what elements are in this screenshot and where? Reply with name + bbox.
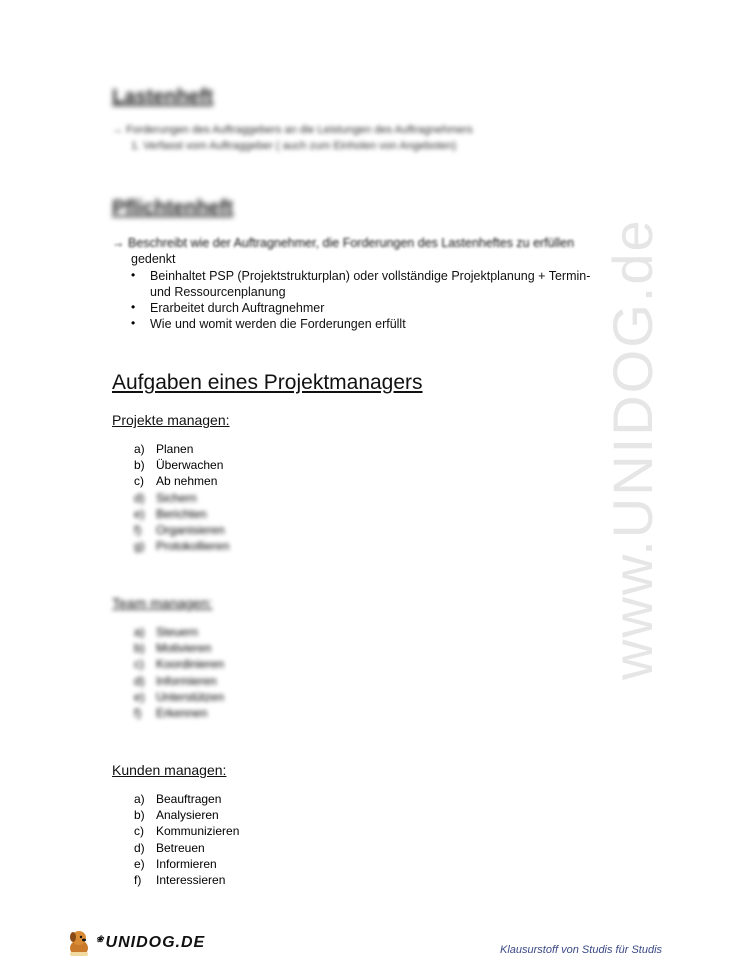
list-item: e) Informieren	[134, 856, 217, 871]
lastenheft-arrow-line	[112, 124, 473, 136]
list-item: e) Unterstützen	[134, 689, 225, 704]
list-item: f) Interessieren	[134, 872, 226, 887]
arrow-icon: →	[112, 236, 128, 250]
lastenheft-arrow-text: Forderungen des Auftraggebers an die Leistungen des Auftragnehmers	[126, 124, 473, 136]
list-item: d) Informieren	[134, 673, 217, 688]
list-item: a) Steuern	[134, 625, 199, 639]
lastenheft-heading: Lastenheft	[112, 86, 214, 108]
team-list	[134, 624, 224, 721]
pflichtenheft-bullet-1-line1: Beinhaltet PSP (Projektstrukturplan) oder vollständige Projektplanung + Termin-	[150, 269, 591, 283]
list-item: c) Ab nehmen	[134, 474, 218, 489]
list-item: b) Motivieren	[134, 641, 212, 656]
kunden-heading: Kunden managen:	[112, 762, 227, 778]
footer-tagline: Klausurstoff von Studis für Studis	[500, 944, 663, 956]
list-item: c) Kommunizieren	[134, 824, 240, 839]
list-item: b) Analysieren	[134, 808, 219, 823]
pflichtenheft-arrow-line2: gedenkt	[131, 252, 176, 266]
list-item: d) Sichern	[134, 490, 197, 505]
list-item: f) Erkennen	[134, 705, 208, 720]
kunden-list	[134, 791, 239, 888]
list-item: f) Organisieren	[134, 522, 225, 537]
dog-mascot-icon	[66, 928, 92, 958]
pflichtenheft-bullet-1-line2: und Ressourcenplanung	[150, 285, 286, 299]
pflichtenheft-heading: Pflichtenheft	[112, 197, 234, 219]
logo-text: ❀UNIDOG.DE	[96, 934, 206, 951]
pflichtenheft-bullet-2: Erarbeitet durch Auftragnehmer	[150, 301, 325, 315]
list-item: a) Beauftragen	[134, 792, 222, 806]
pflichtenheft-bullet-3: Wie und womit werden die Forderungen erfüllt	[150, 317, 406, 331]
bullet-icon: •	[131, 268, 136, 282]
list-item: b) Überwachen	[134, 458, 224, 473]
paw-icon: ❀	[96, 934, 105, 944]
main-heading: Aufgaben eines Projektmanagers	[112, 371, 423, 394]
lastenheft-numbered-line: 1. Verfasst vom Auftraggeber ( auch zum Einholen von Angeboten)	[131, 140, 457, 152]
list-item: d) Betreuen	[134, 840, 205, 855]
list-item: g) Protokollieren	[134, 539, 230, 554]
pflichtenheft-arrow-line1: → Beschreibt wie der Auftragnehmer, die Forderungen des Lastenheftes zu erfüllen	[112, 236, 575, 250]
watermark: www.UNIDOG.de	[601, 218, 664, 680]
projekte-list	[134, 441, 229, 554]
footer-logo[interactable]	[66, 928, 205, 958]
list-item: e) Berichten	[134, 506, 207, 521]
arrow-icon: →	[112, 124, 127, 136]
bullet-icon: •	[131, 316, 136, 330]
projekte-heading: Projekte managen:	[112, 412, 230, 428]
bullet-icon: •	[131, 300, 136, 314]
team-heading: Team managen:	[112, 595, 213, 611]
list-item: a) Planen	[134, 442, 194, 456]
list-item: c) Koordinieren	[134, 657, 225, 672]
